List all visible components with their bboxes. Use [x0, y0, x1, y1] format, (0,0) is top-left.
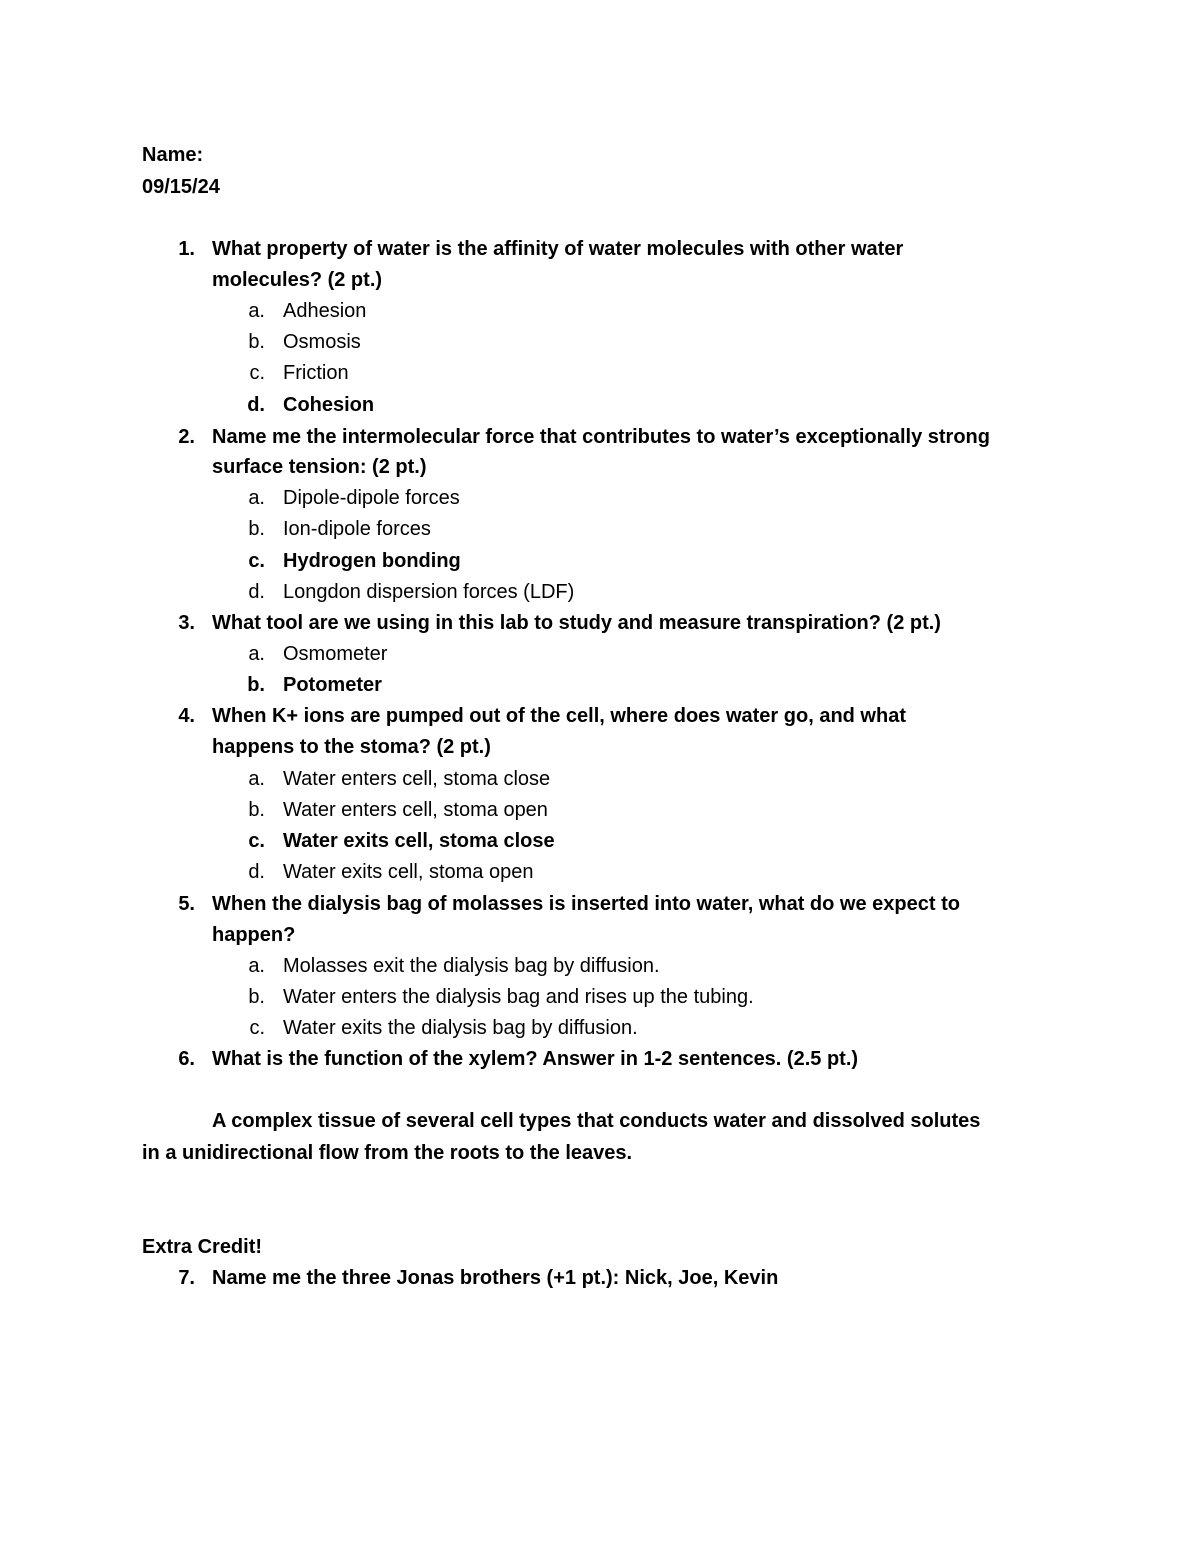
option-text: Osmometer: [283, 643, 388, 665]
option-text: Water enters cell, stoma open: [283, 799, 548, 821]
selected-option-letter: d.: [247, 394, 265, 416]
selected-option-text: Water exits cell, stoma close: [283, 830, 555, 852]
selected-option-letter: c.: [248, 830, 265, 852]
selected-option-text: Potometer: [283, 674, 382, 696]
option-letter: b.: [248, 518, 265, 540]
option-text: Water exits the dialysis bag by diffusion.: [283, 1017, 638, 1039]
option-letter: b.: [248, 331, 265, 353]
question-text: What tool are we using in this lab to study and measure transpiration? (2 pt.): [212, 612, 941, 634]
question-text: What property of water is the affinity of water molecules with other water: [212, 238, 904, 260]
question-text: When K+ ions are pumped out of the cell, where does water go, and what: [212, 705, 906, 727]
question-text: Name me the three Jonas brothers (+1 pt.): Nick, Joe, Kevin: [212, 1267, 779, 1289]
question-number: 5.: [178, 893, 195, 915]
question-number: 3.: [178, 612, 195, 634]
option-letter: a.: [248, 768, 265, 790]
selected-option-text: Hydrogen bonding: [283, 550, 461, 572]
option-letter: a.: [248, 300, 265, 322]
answer-text: in a unidirectional flow from the roots to the leaves.: [142, 1142, 633, 1164]
option-text: Longdon dispersion forces (LDF): [283, 581, 575, 603]
question-text: What is the function of the xylem? Answer in 1-2 sentences. (2.5 pt.): [212, 1048, 859, 1070]
option-letter: d.: [248, 861, 265, 883]
question-number: 4.: [178, 705, 195, 727]
option-text: Ion-dipole forces: [283, 518, 431, 540]
option-letter: a.: [248, 955, 265, 977]
selected-option-letter: c.: [248, 550, 265, 572]
date: 09/15/24: [142, 176, 220, 198]
selected-option-text: Cohesion: [283, 394, 375, 416]
option-text: Water enters the dialysis bag and rises up the tubing.: [283, 986, 754, 1008]
question-text: happens to the stoma? (2 pt.): [212, 736, 491, 758]
option-text: Molasses exit the dialysis bag by diffusion.: [283, 955, 660, 977]
question-text: Name me the intermolecular force that contributes to water’s exceptionally strong: [212, 426, 990, 448]
question-text: surface tension: (2 pt.): [212, 456, 427, 478]
extra-credit-heading: Extra Credit!: [142, 1236, 263, 1258]
question-number: 1.: [178, 238, 195, 260]
option-text: Water exits cell, stoma open: [283, 861, 534, 883]
option-letter: a.: [248, 487, 265, 509]
question-text: molecules? (2 pt.): [212, 269, 383, 291]
question-number: 6.: [178, 1048, 195, 1070]
name-label: Name:: [142, 144, 204, 166]
question-text: happen?: [212, 924, 296, 946]
option-text: Osmosis: [283, 331, 361, 353]
selected-option-letter: b.: [247, 674, 265, 696]
answer-text: A complex tissue of several cell types that conducts water and dissolved solutes: [212, 1110, 981, 1132]
option-letter: d.: [248, 581, 265, 603]
option-letter: b.: [248, 799, 265, 821]
option-text: Friction: [283, 362, 349, 384]
option-text: Adhesion: [283, 300, 367, 322]
question-text: When the dialysis bag of molasses is inserted into water, what do we expect to: [212, 893, 960, 915]
option-text: Water enters cell, stoma close: [283, 768, 551, 790]
question-number: 7.: [178, 1267, 195, 1289]
option-letter: a.: [248, 643, 265, 665]
option-letter: c.: [249, 362, 265, 384]
option-letter: c.: [249, 1017, 265, 1039]
option-letter: b.: [248, 986, 265, 1008]
question-number: 2.: [178, 426, 195, 448]
option-text: Dipole-dipole forces: [283, 487, 460, 509]
